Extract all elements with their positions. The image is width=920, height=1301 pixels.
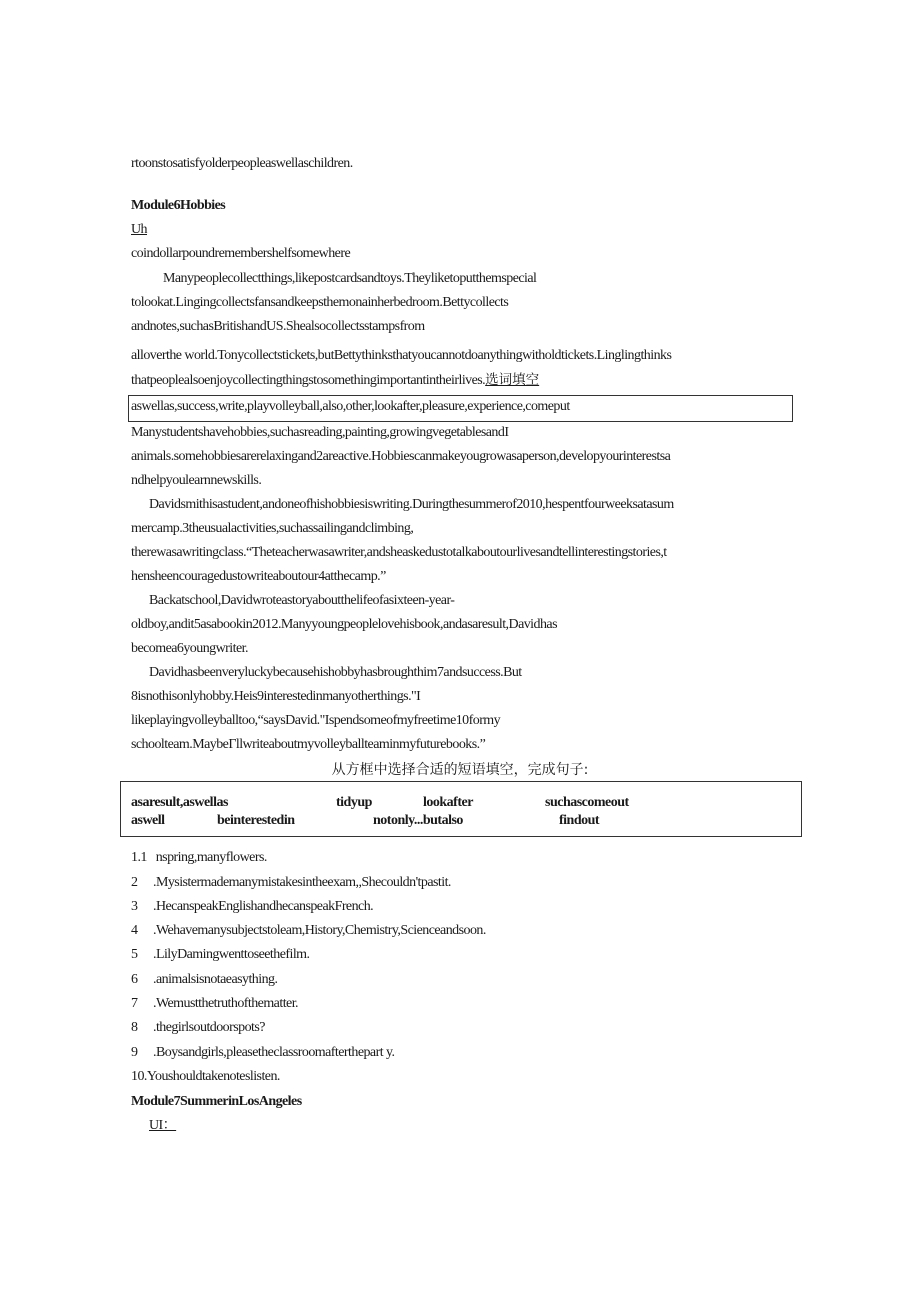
unit-label: UI： <box>149 1118 177 1133</box>
cloze-line: 8isnothisonlyhobby.Heis9interestedinmanyotherthings."I <box>131 689 421 704</box>
sentence <box>131 947 309 963</box>
sentence-text: .thegirlsoutdoorspots? <box>153 1020 265 1035</box>
sentence <box>131 996 298 1012</box>
phrase-item: lookafter <box>423 795 473 810</box>
sentence <box>131 1045 395 1061</box>
phrase-item: beinterestedin <box>217 813 295 828</box>
cloze-line: hensheencouragedustowriteaboutour4atthecamp.” <box>131 569 386 584</box>
sentence-number: 9 <box>131 1045 138 1060</box>
cloze-line: mercamp.3theusualactivities,suchassailingandclimbing, <box>131 521 414 536</box>
task-label: 选词填空 <box>485 372 540 388</box>
passage-line <box>131 372 539 389</box>
cloze-line: Davidhasbeenveryluckybecausehishobbyhasbroughthim7andsuccess.But <box>149 665 522 680</box>
cloze-line: ndhelpyoulearnnewskills. <box>131 473 262 488</box>
sentence-number: 1.1 <box>131 850 147 865</box>
sentence <box>131 1020 265 1036</box>
cloze-line: Davidsmithisastudent,andoneofhishobbiesiswriting.Duringthesummerof2010,hespentfourweeksatasum <box>149 497 674 512</box>
sentence-text: nspring,manyflowers. <box>155 850 267 865</box>
passage-line: Manypeoplecollectthings,likepostcardsandtoys.Theyliketoputthemspecial <box>163 271 537 286</box>
phrase-item: asaresult,aswellas <box>131 795 228 810</box>
sentence-number: 4 <box>131 923 138 938</box>
passage-line: alloverthe world.Tonycollectstickets,butBettythinksthatyoucannotdoanythingwitholdtickets.Linglingthinks <box>131 348 672 363</box>
phrase-item: findout <box>559 813 600 828</box>
sentence-text: .Wemustthetruthofthematter. <box>153 996 298 1011</box>
passage-line: tolookat.Lingingcollectsfansandkeepsthemonainherbedroom.Bettycollects <box>131 295 509 310</box>
phrase-item: suchascomeout <box>545 795 629 810</box>
sentence <box>131 923 486 939</box>
cloze-line: becomea6youngwriter. <box>131 641 248 656</box>
word-box-text: aswellas,success,write,playvolleyball,also,other,lookafter,pleasure,experience,comeput <box>131 399 570 414</box>
phrase-item: aswell <box>131 813 165 828</box>
cloze-line: oldboy,andit5asabookin2012.Manyyoungpeoplelovehisbook,andasaresult,Davidhas <box>131 617 557 632</box>
sentence-text: .LilyDamingwenttoseethefilm. <box>153 947 310 962</box>
sentence <box>131 875 451 891</box>
sentence-text: .animalsisnotaeasything. <box>153 972 278 987</box>
word-list: coindollarpoundremembershelfsomewhere <box>131 246 351 261</box>
sentence-text: 10.Youshouldtakenoteslisten. <box>131 1069 280 1084</box>
cloze-line: therewasawritingclass.“Theteacherwasawriter,andsheaskedustotalkaboutourlivesandtellinterestingstories,t <box>131 545 667 560</box>
sentence-number: 2 <box>131 875 138 890</box>
sentence <box>131 1069 280 1085</box>
module-heading: Module7SummerinLosAngeles <box>131 1094 302 1109</box>
cloze-line: animals.somehobbiesarerelaxingand2areactive.Hobbiescanmakeyougrowasaperson,developyourinterestsa <box>131 449 671 464</box>
sentence-number: 8 <box>131 1020 138 1035</box>
module-heading: Module6Hobbies <box>131 198 226 213</box>
sentence-number: 5 <box>131 947 138 962</box>
sentence <box>131 899 373 915</box>
sentence-number: 6 <box>131 972 138 987</box>
cloze-line: likeplayingvolleyballtoo,“saysDavid."Ispendsomeofmyfreetime10formy <box>131 713 501 728</box>
passage-line: andnotes,suchasBritishandUS.Shealsocollectsstampsfrom <box>131 319 425 334</box>
sentence-text: .Boysandgirls,pleasetheclassroomafterthepart y. <box>153 1045 395 1060</box>
cloze-line: schoolteam.MaybeΓllwriteaboutmyvolleyballteaminmyfuturebooks.” <box>131 737 486 752</box>
sentence <box>131 850 267 866</box>
passage-text: thatpeoplealsoenjoycollectingthingstosomethingimportantintheirlives. <box>131 373 486 388</box>
sentence-text: .Mysistermademanymistakesintheexam,,Shecouldn'tpastit. <box>153 875 451 890</box>
sentence <box>131 972 277 988</box>
sentence-text: .HecanspeakEnglishandhecanspeakFrench. <box>153 899 374 914</box>
phrase-item: tidyup <box>336 795 372 810</box>
sentence-text: .Wehavemanysubjectstoleam,History,Chemistry,Scienceandsoon. <box>153 923 486 938</box>
phrase-task-heading: 从方框中选择合适的短语填空，完成句子: <box>331 762 589 778</box>
cloze-line: Backatschool,Davidwroteastoryaboutthelifeofasixteen-year- <box>149 593 455 608</box>
text-line: rtoonstosatisfyolderpeopleaswellaschildren. <box>131 156 353 171</box>
cloze-line: Manystudentshavehobbies,suchasreading,painting,growingvegetablesandI <box>131 425 509 440</box>
phrase-item: notonly...butalso <box>373 813 463 828</box>
unit-label: Uh <box>131 222 148 237</box>
sentence-number: 7 <box>131 996 138 1011</box>
sentence-number: 3 <box>131 899 138 914</box>
